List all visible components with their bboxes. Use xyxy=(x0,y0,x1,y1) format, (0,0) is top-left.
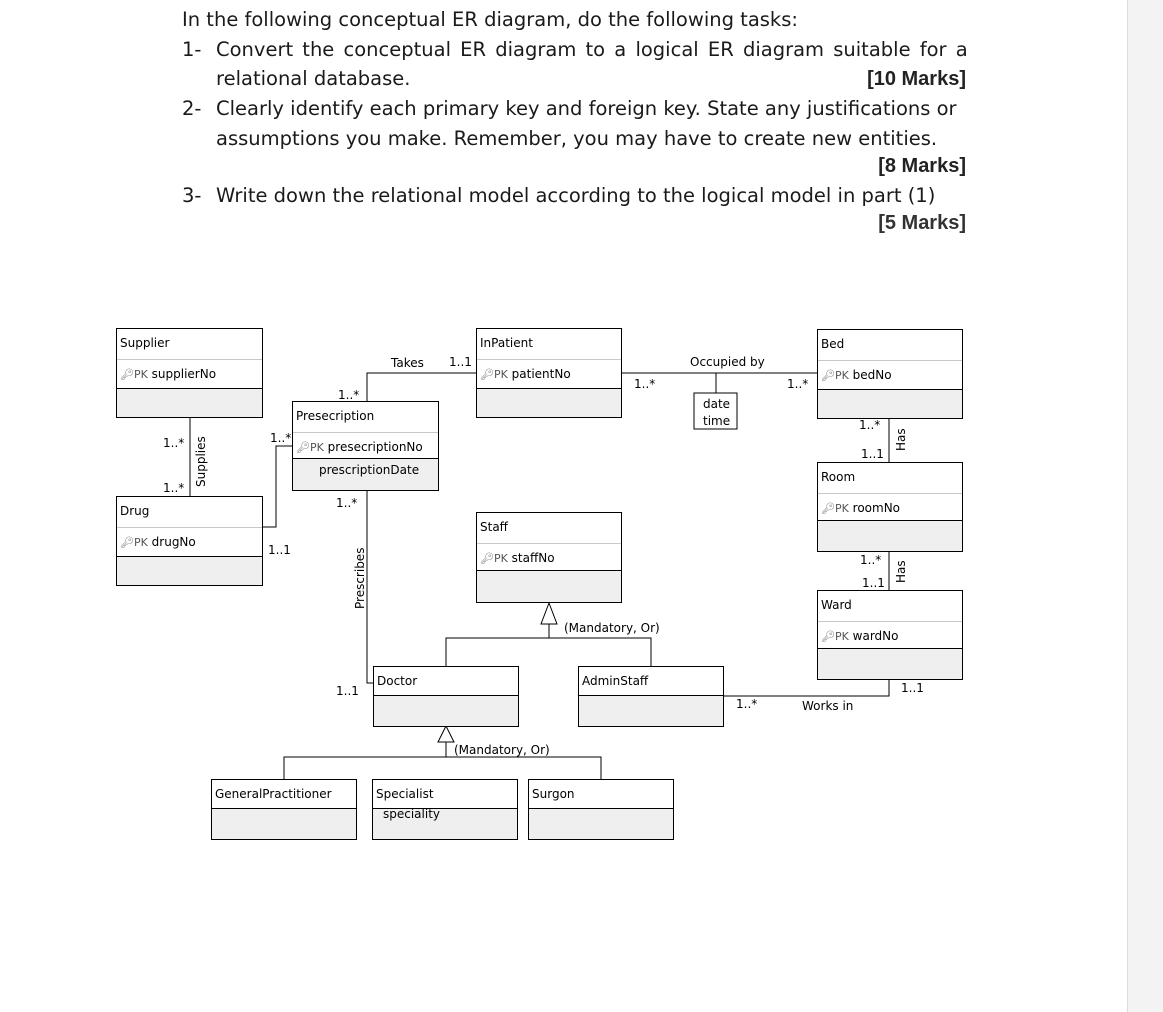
specialist-entity[interactable] xyxy=(372,779,518,840)
prescribes-line xyxy=(367,491,373,683)
mult-supplies-drug: 1..* xyxy=(163,481,185,495)
works-in-label: Works in xyxy=(802,699,854,713)
doctor-generalization-arrow xyxy=(438,726,454,742)
supplier-pk: supplierNo xyxy=(151,367,217,381)
staff-entity[interactable] xyxy=(476,512,622,603)
entity-footer xyxy=(212,808,356,839)
task-3-marks: [5 Marks] xyxy=(878,212,966,234)
mult-bed-room-room: 1..1 xyxy=(861,447,884,461)
room-pk: roomNo xyxy=(852,501,901,515)
key-icon: 🔑︎ xyxy=(120,536,134,549)
inpatient-pk: patientNo xyxy=(511,367,571,381)
key-icon: 🔑︎ xyxy=(821,502,835,515)
pk-row xyxy=(480,551,555,565)
task-1-line1: Convert the conceptual ER diagram to a logical ER diagram suitable for a xyxy=(216,38,968,61)
mult-supplies-supplier: 1..* xyxy=(163,436,185,450)
pk-label: PK xyxy=(133,368,148,381)
key-icon: 🔑︎ xyxy=(480,552,494,565)
entity-footer xyxy=(529,808,673,839)
pk-row xyxy=(821,368,892,382)
general-practitioner-entity[interactable] xyxy=(211,779,357,840)
bed-pk: bedNo xyxy=(852,368,892,382)
question-intro: In the following conceptual ER diagram, do the following tasks: xyxy=(182,8,798,31)
entity-footer xyxy=(117,556,262,585)
pk-row xyxy=(296,440,423,454)
entity-footer xyxy=(818,389,962,418)
mult-prescribes-prescription: 1..* xyxy=(336,496,358,510)
pk-label: PK xyxy=(493,368,508,381)
supplies-label: Supplies xyxy=(194,436,208,487)
pk-row xyxy=(480,367,571,381)
has-bed-room-label: Has xyxy=(894,428,908,451)
mult-bed-room-bed: 1..* xyxy=(859,418,881,432)
staff-generalization-arrow xyxy=(541,603,557,624)
occupied-by-label: Occupied by xyxy=(690,355,765,369)
staff-constraint-label: (Mandatory, Or) xyxy=(564,621,660,635)
takes-line xyxy=(367,373,476,402)
room-entity[interactable] xyxy=(817,462,963,552)
entity-name: Drug xyxy=(120,504,150,518)
supplier-entity[interactable] xyxy=(116,328,263,418)
entity-name: Doctor xyxy=(377,674,418,688)
prescription-date-attr: prescriptionDate xyxy=(319,463,420,477)
entity-name: Surgon xyxy=(532,787,575,801)
mult-works-ward: 1..1 xyxy=(901,681,924,695)
pk-row xyxy=(821,629,898,643)
pk-label: PK xyxy=(493,552,508,565)
task-2-marks: [8 Marks] xyxy=(878,155,966,177)
entity-footer xyxy=(818,520,962,551)
doctor-constraint-label: (Mandatory, Or) xyxy=(454,743,550,757)
key-icon: 🔑︎ xyxy=(821,369,835,382)
occupied-attr-time: time xyxy=(703,414,731,428)
drug-prescription-line xyxy=(263,446,293,527)
entity-name: Room xyxy=(821,470,856,484)
drug-pk: drugNo xyxy=(151,535,196,549)
doctor-entity[interactable] xyxy=(373,666,519,727)
entity-footer xyxy=(579,695,723,726)
entity-footer xyxy=(374,695,518,726)
entity-name: AdminStaff xyxy=(582,674,649,688)
has-room-ward-label: Has xyxy=(894,560,908,583)
bed-entity[interactable] xyxy=(817,329,963,419)
prescription-entity[interactable] xyxy=(292,401,439,491)
entity-footer xyxy=(477,388,621,417)
task-3-number: 3- xyxy=(182,184,202,207)
mult-occupied-bed: 1..* xyxy=(787,377,809,391)
ward-pk: wardNo xyxy=(852,629,899,643)
ward-entity[interactable] xyxy=(817,590,963,680)
entity-name: Presecription xyxy=(296,409,375,423)
works-in-line xyxy=(724,680,889,696)
inpatient-entity[interactable] xyxy=(476,328,622,418)
mult-takes-inpatient: 1..1 xyxy=(449,355,472,369)
key-icon: 🔑︎ xyxy=(296,441,310,454)
surgon-entity[interactable] xyxy=(528,779,674,840)
task-1-number: 1- xyxy=(182,38,202,61)
staff-pk: staffNo xyxy=(511,551,555,565)
pk-label: PK xyxy=(133,536,148,549)
staff-gen-branches xyxy=(446,638,651,667)
mult-room-ward-ward: 1..1 xyxy=(862,576,885,590)
entity-name: Ward xyxy=(821,598,852,612)
key-icon: 🔑︎ xyxy=(120,368,134,381)
entity-footer xyxy=(477,570,621,602)
prescribes-label: Prescribes xyxy=(353,547,367,609)
doctor-gen-branches xyxy=(284,757,601,780)
key-icon: 🔑︎ xyxy=(480,368,494,381)
occupied-attr-date: date xyxy=(703,397,731,411)
entity-footer xyxy=(293,458,438,490)
mult-takes-prescription: 1..* xyxy=(338,388,360,402)
adminstaff-entity[interactable] xyxy=(578,666,724,727)
mult-room-ward-room: 1..* xyxy=(860,553,882,567)
entity-name: Staff xyxy=(480,520,508,534)
mult-drug-side: 1..1 xyxy=(268,543,291,557)
task-2-line1: Clearly identify each primary key and foreign key. State any justifications or xyxy=(216,97,957,120)
pk-label: PK xyxy=(834,369,849,382)
entity-name: Supplier xyxy=(120,336,170,350)
entity-footer xyxy=(373,808,517,839)
mult-drug-prescription: 1..* xyxy=(270,431,292,445)
task-1-marks: [10 Marks] xyxy=(867,68,966,90)
task-2-line2: assumptions you make. Remember, you may have to create new entities. xyxy=(216,127,938,150)
pk-row xyxy=(821,501,900,515)
pk-row xyxy=(120,367,216,381)
mult-works-staff: 1..* xyxy=(736,697,758,711)
entity-name: InPatient xyxy=(480,336,533,350)
task-3-line1: Write down the relational model according to the logical model in part (1) xyxy=(216,184,936,207)
pk-label: PK xyxy=(834,630,849,643)
mult-prescribes-doctor: 1..1 xyxy=(336,684,359,698)
entity-footer xyxy=(117,388,262,417)
drug-entity[interactable] xyxy=(116,496,263,586)
mult-occupied-inpatient: 1..* xyxy=(634,377,656,391)
entity-name: Bed xyxy=(821,337,845,351)
entity-name: Specialist xyxy=(376,787,434,801)
pk-label: PK xyxy=(834,502,849,515)
entity-name: GeneralPractitioner xyxy=(215,787,332,801)
speciality-attr: speciality xyxy=(383,807,441,821)
key-icon: 🔑︎ xyxy=(821,630,835,643)
pk-label: PK xyxy=(309,441,324,454)
pk-row xyxy=(120,535,196,549)
prescription-pk: presecriptionNo xyxy=(327,440,423,454)
task-2-number: 2- xyxy=(182,97,202,120)
task-1-line2: relational database. xyxy=(216,67,411,90)
entity-footer xyxy=(818,648,962,679)
takes-label: Takes xyxy=(391,356,424,370)
